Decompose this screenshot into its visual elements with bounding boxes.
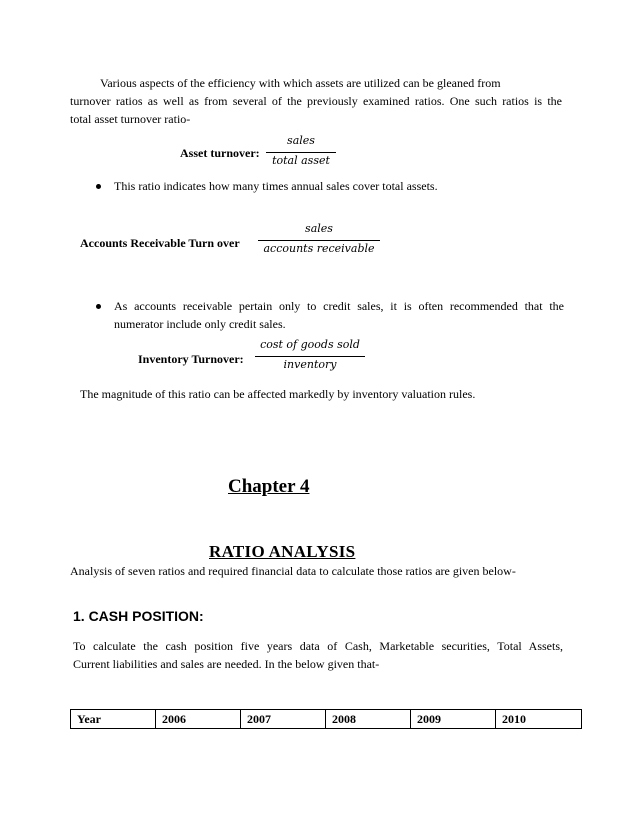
bullet-1-text: This ratio indicates how many times annual sales cover total assets. [114,179,438,193]
table-row [71,710,582,729]
inventory-note: The magnitude of this ratio can be affected markedly by inventory valuation rules. [80,387,476,401]
table-header-cell: Year [71,710,156,729]
inventory-turnover-denominator: inventory [283,358,337,371]
section-heading-cash-position: 1. CASH POSITION: [73,608,204,624]
ar-turnover-denominator: accounts receivable [263,242,375,255]
bullet-dot [96,304,101,309]
ratio-analysis-intro: Analysis of seven ratios and required financial data to calculate those ratios are given below- [70,564,516,578]
fraction-bar [255,356,365,357]
asset-turnover-denominator: total asset [272,154,330,167]
ar-turnover-label: Accounts Receivable Turn over [80,236,240,250]
bullet-dot [96,184,101,189]
table-header-cell: 2010 [496,710,582,729]
year-table [70,709,582,729]
table-header-cell: 2009 [411,710,496,729]
asset-turnover-numerator: sales [287,134,315,147]
table-header-cell: 2006 [156,710,241,729]
inventory-turnover-numerator: cost of goods sold [260,338,360,351]
chapter-title: Chapter 4 [228,476,310,497]
bullet-2-line-2: numerator include only credit sales. [114,317,286,331]
section-1-line-2: Current liabilities and sales are needed. In the below given that- [73,657,380,671]
ar-turnover-fraction [258,222,380,260]
asset-turnover-fraction [266,134,336,172]
section-1-line-1: To calculate the cash position five years data of Cash, Marketable securities, Total Assets, [73,639,563,653]
table-header-cell: 2007 [241,710,326,729]
fraction-bar [258,240,380,241]
inventory-turnover-label: Inventory Turnover: [138,352,244,366]
asset-turnover-label: Asset turnover: [180,146,260,160]
bullet-2-line-1: As accounts receivable pertain only to credit sales, it is often recommended that the [114,299,564,313]
intro-line-3: total asset turnover ratio- [70,112,191,126]
inventory-turnover-fraction [255,338,365,376]
intro-line-2: turnover ratios as well as from several of the previously examined ratios. One such ratios is the [70,94,562,108]
ratio-analysis-title: RATIO ANALYSIS [209,542,356,561]
intro-line-1: Various aspects of the efficiency with which assets are utilized can be gleaned from [100,76,501,90]
fraction-bar [266,152,336,153]
table-header-cell: 2008 [326,710,411,729]
ar-turnover-numerator: sales [305,222,333,235]
